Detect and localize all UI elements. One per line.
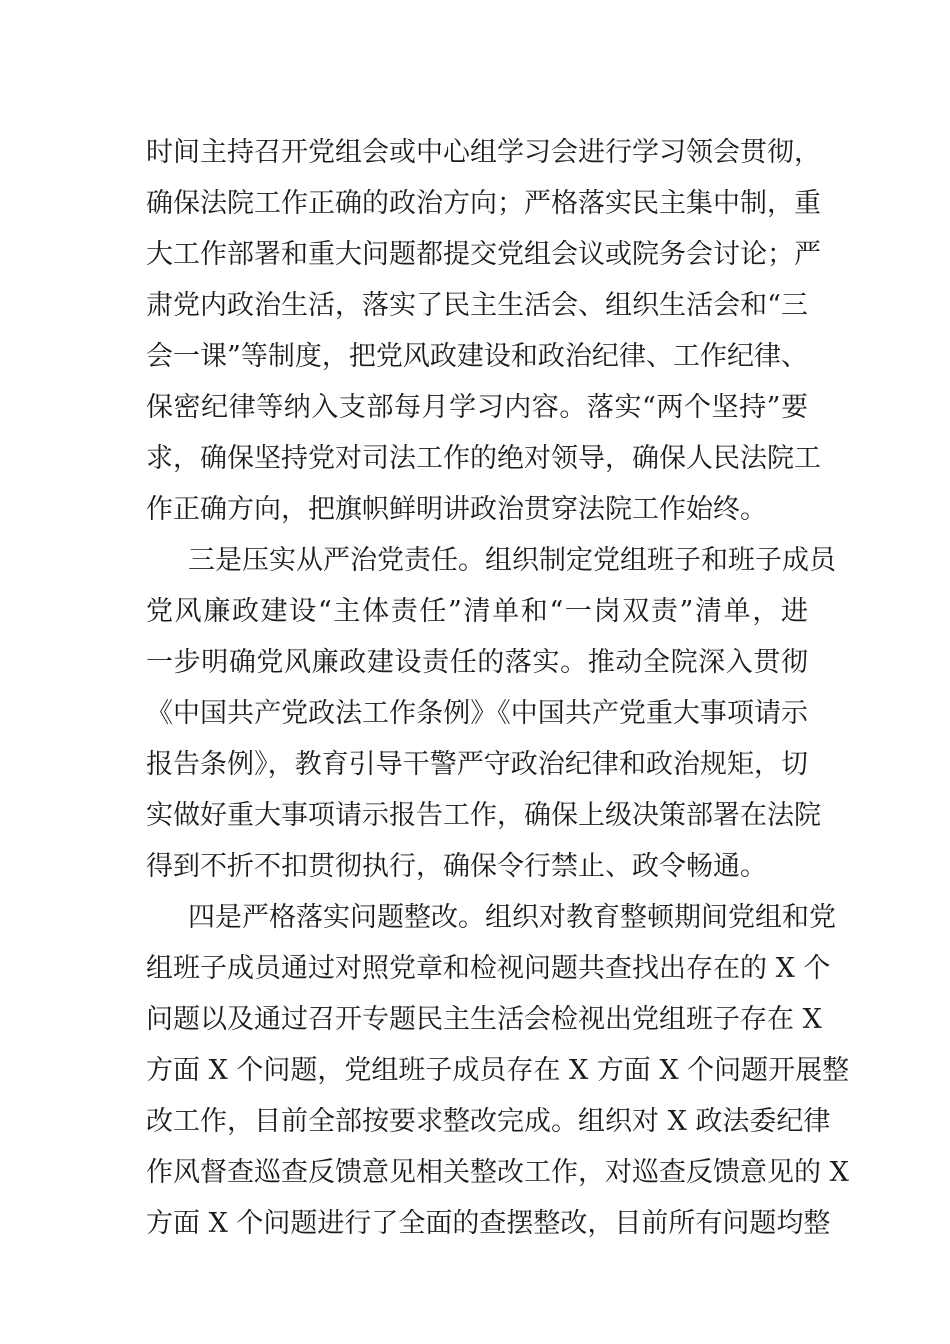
document-body [146, 127, 850, 1249]
text-line: 作正确方向，把旗帜鲜明讲政治贯穿法院工作始终。 [146, 494, 767, 525]
text-line: 方面 X 个问题，党组班子成员存在 X 方面 X 个问题开展整 [146, 1055, 850, 1086]
text-line: 肃党内政治生活，落实了民主生活会、组织生活会和“三 [146, 290, 808, 321]
text-line: 组班子成员通过对照党章和检视问题共查找出存在的 X 个 [146, 953, 831, 984]
text-line: 改工作，目前全部按要求整改完成。组织对 X 政法委纪律 [146, 1106, 831, 1137]
text-line: 问题以及通过召开专题民主生活会检视出党组班子存在 X [146, 1004, 822, 1035]
paragraph-first-line: 三是压实从严治党责任。组织制定党组班子和班子成员 [188, 545, 836, 576]
text-line: 得到不折不扣贯彻执行，确保令行禁止、政令畅通。 [146, 851, 767, 882]
text-line: 一步明确党风廉政建设责任的落实。推动全院深入贯彻 [146, 647, 808, 678]
text-line: 报告条例》，教育引导干警严守政治纪律和政治规矩，切 [146, 749, 808, 780]
text-line: 确保法院工作正确的政治方向；严格落实民主集中制，重 [146, 188, 821, 219]
text-line: 《中国共产党政法工作条例》《中国共产党重大事项请示 [146, 698, 808, 729]
text-line: 实做好重大事项请示报告工作，确保上级决策部署在法院 [146, 800, 821, 831]
text-line: 会一课”等制度，把党风政建设和政治纪律、工作纪律、 [146, 341, 808, 372]
text-line: 求，确保坚持党对司法工作的绝对领导，确保人民法院工 [146, 443, 821, 474]
text-line: 方面 X 个问题进行了全面的查摆整改，目前所有问题均整 [146, 1208, 831, 1239]
text-line: 作风督查巡查反馈意见相关整改工作，对巡查反馈意见的 X [146, 1157, 849, 1188]
text-line: 党风廉政建设“主体责任”清单和“一岗双责”清单，进 [146, 596, 808, 627]
text-line: 时间主持召开党组会或中心组学习会进行学习领会贯彻， [146, 137, 821, 168]
paragraph-first-line: 四是严格落实问题整改。组织对教育整顿期间党组和党 [188, 902, 836, 933]
text-line: 大工作部署和重大问题都提交党组会议或院务会讨论；严 [146, 239, 821, 270]
text-line: 保密纪律等纳入支部每月学习内容。落实“两个坚持”要 [146, 392, 808, 423]
